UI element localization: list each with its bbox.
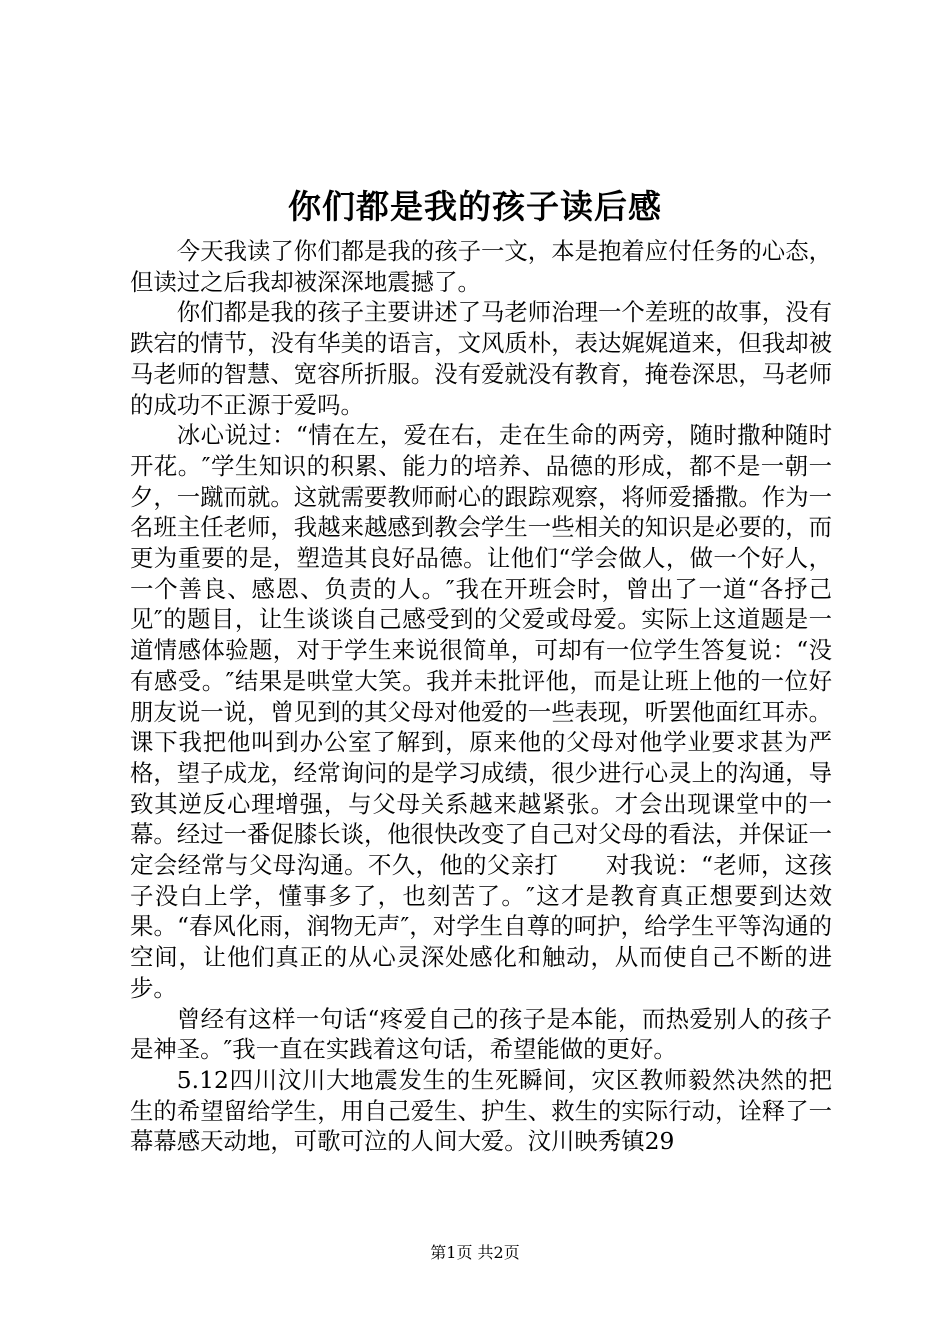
paragraph: 曾经有这样一句话“疼爱自己的孩子是本能，而热爱别人的孩子是神圣。″我一直在实践着这句话，希望能做的更好。 bbox=[130, 1004, 832, 1064]
article-body bbox=[130, 236, 832, 1157]
paragraph: 5.12四川汶川大地震发生的生死瞬间，灾区教师毅然决然的把生的希望留给学生，用自己爱生、护生、救生的实际行动，诠释了一幕幕感天动地，可歌可泣的人间大爱。汶川映秀镇29 bbox=[130, 1065, 832, 1156]
paragraph: 今天我读了你们都是我的孩子一文，本是抱着应付任务的心态，但读过之后我却被深深地震撼了。 bbox=[130, 237, 832, 296]
page-footer: 第1页 共2页 bbox=[430, 1243, 520, 1262]
paragraph: 你们都是我的孩子主要讲述了马老师治理一个差班的故事，没有跌宕的情节，没有华美的语言，文风质朴，表达娓娓道来，但我却被马老师的智慧、宽容所折服。没有爱就没有教育，掩卷深思，马老师的成功不正源于爱吗。 bbox=[130, 298, 832, 419]
page-title: 你们都是我的孩子读后感 bbox=[288, 187, 662, 226]
paragraph: 冰心说过：“情在左，爱在右，走在生命的两旁，随时撒种随时开花。″学生知识的积累、能力的培养、品德的形成，都不是一朝一夕，一蹴而就。这就需要教师耐心的跟踪观察，将师爱播撒。作为一名班主任老师，我越来越感到教会学生一些相关的知识是必要的，而更为重要的是，塑造其良好品德。让他们“学会做人，做一个好人，一个善良、感恩、负责的人。″我在开班会时，曾出了一道“各抒己见″的题目，让生谈谈自己感受到的父爱或母爱。实际上这道题是一道情感体验题，对于学生来说很简单，可却有一位学生答复说：“没有感受。″结果是哄堂大笑。我并未批评他，而是让班上他的一位好朋友说一说，曾见到的其父母对他爱的一些表现，听罢他面红耳赤。课下我把他叫到办公室了解到，原来他的父母对他学业要求甚为严格，望子成龙，经常询问的是学习成绩，很少进行心灵上的沟通，导致其逆反心理增强，与父母关系越来越紧张。才会出现课堂中的一幕。经过一番促膝长谈，他很快改变了自己对父母的看法，并保证一定会经常与父母沟通。不久，他的父亲打 对我说：“老师，这孩子没白上学，懂事多了，也刻苦了。″这才是教育真正想要到达效果。“春风化雨，润物无声″，对学生自尊的呵护，给学生平等沟通的空间，让他们真正的从心灵深处感化和触动，从而使自己不断的进步。 bbox=[130, 421, 832, 1002]
